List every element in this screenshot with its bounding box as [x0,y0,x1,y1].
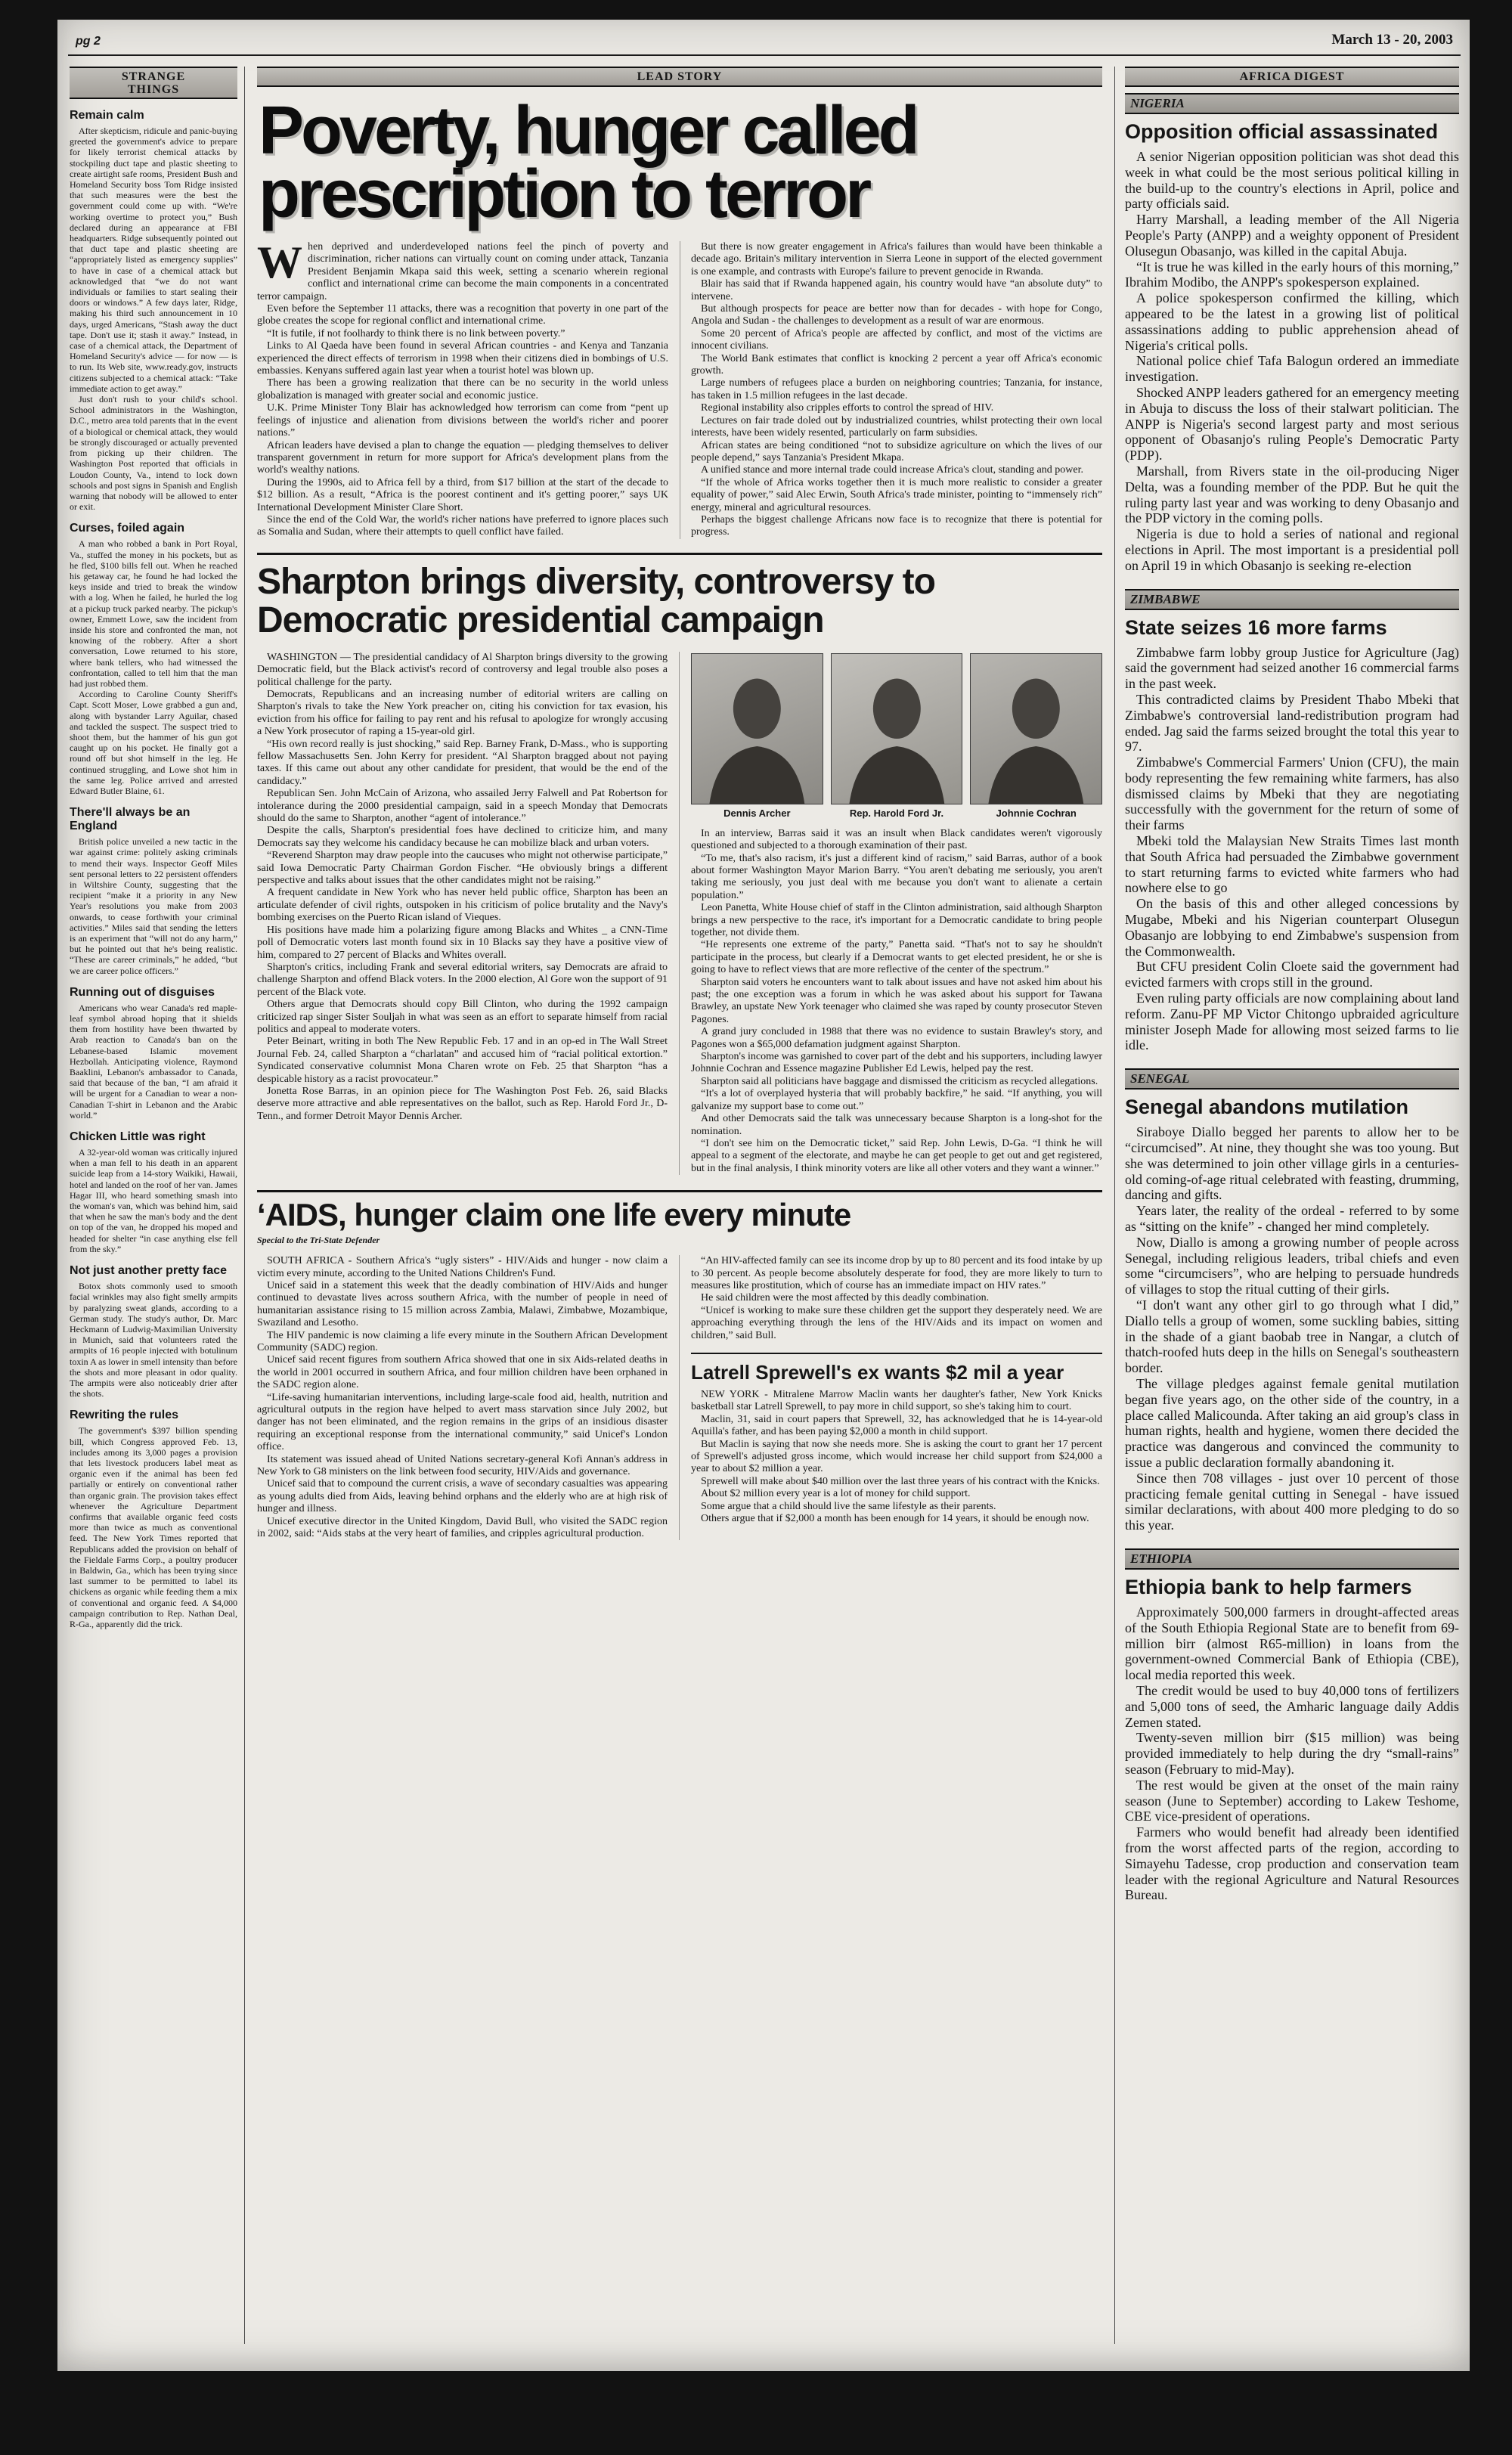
article-title: Not just another pretty face [70,1264,228,1278]
article-paragraph: He said children were the most affected by this deadly combination. [701,1292,990,1304]
strange-things-article [70,986,237,1121]
article-paragraph: Sharpton said all politicians have baggage and dismissed the criticism as recycled allegations. [701,1075,1098,1087]
article-paragraph: Regional instability also cripples efforts to control the spread of HIV. [701,402,994,414]
article-paragraph: A police spokesperson confirmed the killing, which appeared to be the latest in a growing list of political assassinations adding to public apprehension ahead of Nigeria's critical polls. [1125,290,1459,353]
article-paragraph: But CFU president Colin Cloete said the government had evicted farmers with crops still in the ground. [1125,959,1459,990]
article-paragraph: Sharpton's income was garnished to cover part of the debt and his supporters, including lawyer Johnnie Cochran and Essence magazine Publisher Ed Lewis, helped pay the rest. [691,1051,1102,1075]
article-paragraph: African states are being conditioned “not to subsidize agriculture on which the lives of our people depend,” says Tanzania's President Mkapa. [691,439,1102,463]
article-paragraph: The village pledges against female genital mutilation began five years ago, on the other side of the country, in a place called Malicounda. After taking an aid group's class in human rights, health and hygiene, women there decided the practice was dangerous and convinced the community to issue a public declaration formally abandoning it. [1125,1375,1459,1470]
article-paragraph: U.K. Prime Minister Tony Blair has acknowledged how terrorism can come from “pent up feelings of injustice and alienation from divisions between the world's richer and poorer nations.” [257,402,668,439]
article-paragraph: Marshall, from Rivers state in the oil-producing Niger Delta, was a founding member of the PDP. But he quit the ruling party last year and was working to deny Obasanjo and the PDP victory in the coming polls. [1125,463,1459,526]
person-silhouette-icon [692,666,823,804]
sharpton-photos [691,653,1102,826]
article-paragraph: The HIV pandemic is now claiming a life every minute in the Southern African Development Community (SADC) region. [257,1329,668,1353]
article-paragraph: “If the whole of Africa works together then it is much more realistic to consider a greater equality of power,” said Alec Erwin, South Africa's trade minister, pointing to “immensely rich” energy, mineral and agricultural resources. [691,476,1102,513]
article-paragraph: The government's $397 billion spending bill, which Congress approved Feb. 13, includes among its 3,000 pages a provision that lets livestock producers label meat as organic even if the animal has been fed partially or entirely on conventional rather than organic grain. The provision takes effect whenever the Agriculture Department confirms that available organic feed costs more than twice as much as conventional feed. The New York Times reported that Republicans added the provision on behalf of the Fieldale Farms Corp., a poultry producer in Baldwin, Ga., which has been trying since last summer to be permitted to label its chickens as organic while feeding them a mix of conventional and organic feed. A $4,000 campaign contribution to Rep. Nathan Deal, R-Ga., apparently did the trick. [70,1425,237,1629]
article-title: Curses, foiled again [70,522,185,535]
article-paragraph: Jonetta Rose Barras, in an opinion piece for The Washington Post Feb. 26, said Blacks deserve more attractive and able representatives on the ballot, such as Rep. Harold Ford Jr., D-Tenn., and former Detroit Mayor Dennis Archer. [257,1085,668,1122]
article-paragraph: After skepticism, ridicule and panic-buying greeted the government's advice to prepare for likely terrorist chemical attacks by stockpiling duct tape and plastic sheeting to create airtight safe rooms, President Bush and Homeland Security boss Tom Ridge insisted that such measures were the best the government could come up with. “We're working overtime to protect you,” Bush declared during an appearance at FBI headquarters. Ridge subsequently pointed out that duct tape and plastic sheeting are “appropriately listed as emergency supplies” to have in case of a chemical attack but acknowledged that “we do not want individuals or families to start sealing their doors or windows.” A few days later, Ridge, making his third such announcement in 10 days, urged Americans, “Stash away the duct tape. Don't use it; stash it away.” Instead, in case of a chemical attack, the Department of Homeland Security's advice — for now — is to run. Its Web site, www.ready.gov, instructs citizens subjected to a chemical attack: “Take immediate action to get away.” [70,126,237,394]
africa-digest-kicker [1125,67,1459,87]
article-paragraph: A senior Nigerian opposition politician was shot dead this week in what could be the most serious political killing in the build-up to the country's elections in April, police and party officials said. [1125,149,1459,212]
strange-things-article [70,1264,237,1399]
article-paragraph: And other Democrats said the talk was unnecessary because Sharpton is a long-shot for the nomination. [691,1113,1102,1137]
country-label: NIGERIA [1125,93,1459,114]
digest-body [1125,645,1459,1054]
article-paragraph: His positions have made him a polarizing figure among Blacks and Whites _ a CNN-Time poll of Democratic voters last month found six in 10 Blacks say they have a positive view of him, compared to 27 percent of Blacks and Whites overall. [257,924,668,961]
article-paragraph: Democrats, Republicans and an increasing number of editorial writers are calling on Sharpton's rivals to take the New York preacher on, citing his conviction for tax evasion, his eviction from his office for failing to pay rent and his refusal to apologize for wrongly accusing a New York prosecutor of raping a 15-year-old girl. [257,688,668,738]
article-body [70,538,237,796]
article-paragraph: But Maclin is saying that now she needs more. She is asking the court to grant her 17 percent of Sprewell's adjusted gross income, which would increase her child support from $24,000 a year to about $2 million a year. [691,1438,1102,1475]
article-paragraph: Since then 708 villages - just over 10 percent of those practicing female genital cutting in Senegal - have issued similar declarations, with about 400 more pledging to do so this year. [1125,1470,1459,1533]
article-paragraph: Peter Beinart, writing in both The New Republic Feb. 17 and in an op-ed in The Wall Street Journal Feb. 24, called Sharpton a “charlatan” and accused him of “racial political extortion.” Syndicated conservative columnist Mona Charen wrote on Feb. 25 that Sharpton “has a despicable history as a racist provocateur.” [257,1036,668,1085]
article-paragraph: This contradicted claims by President Thabo Mbeki that Zimbabwe's controversial land-redistribution program had ended. Jag said the farms seized brought the total this year to 97. [1125,691,1459,755]
article-title: Running out of disguises [70,985,215,999]
digest-section [1125,1068,1459,1533]
article-paragraph: Sharpton said voters he encounters want to talk about issues and have not asked him about his past; the one exception was a forum in which he was asked about his support for Tawana Brawley, an upstate New York teenager who claimed she was raped by county prosecutor Steven Pagones. [691,976,1102,1025]
article-paragraph: Sprewell will make about $40 million over the last three years of his contract with the Knicks. [701,1475,1100,1487]
strange-things-kicker [70,67,237,99]
aids-article [257,1190,1102,1540]
strange-things-column [68,67,244,2344]
article-paragraph: “It is futile, if not foolhardy to think there is no link between poverty.” [267,327,565,339]
article-paragraph: Unicef said in a statement this week that the deadly combination of HIV/Aids and hunger continued to devastate lives across southern Africa, with the number of people in need of humanitarian assistance rising to 15 million across Zambia, Malawi, Zimbabwe, Mozambique, Swaziland and Lesotho. [257,1279,668,1329]
portrait-photo [831,653,963,826]
portrait-image [970,653,1102,804]
article-paragraph: Large numbers of refugees place a burden on neighboring countries; Tanzania, for instance, has taken in 1.5 million refugees in the last decade. [691,377,1102,401]
aids-columns [257,1255,1102,1540]
article-paragraph: Leon Panetta, White House chief of staff in the Clinton administration, said although Sharpton brings a new perspective to the race, it's important for a Democratic candidate to bring people together, not divide them. [691,902,1102,938]
article-paragraph: During the 1990s, aid to Africa fell by a third, from $17 billion at the start of the decade to $12 billion. As a result, “Africa is the poorest continent and it's getting poorer,” says UK International Development Minister Clare Short. [257,476,668,513]
article-body [70,1147,237,1254]
article-paragraph: Nigeria is due to hold a series of national and regional elections in April. The most important is a presidential poll on April 19 in which Obasanjo is seeking re-election [1125,526,1459,573]
article-paragraph: “It is true he was killed in the early hours of this morning,” Ibrahim Modibo, the ANPP's spokesperson explained. [1125,259,1459,290]
article-paragraph: Unicef executive director in the United Kingdom, David Bull, who visited the SADC region in 2002, said: “Aids stabs at the very heart of families, and cripples agricultural production. [257,1515,668,1540]
digest-body [1125,1124,1459,1533]
article-paragraph: “He represents one extreme of the party,” Panetta said. “That's not to say he shouldn't participate in the process, but clearly if a Democrat wants to get elected president, he or she is going to have to reflect views that are more reflective of the center of the spectrum.” [691,939,1102,976]
portrait-photo [970,653,1102,826]
country-label: SENEGAL [1125,1068,1459,1090]
newspaper-page [57,20,1470,2371]
article-paragraph: WASHINGTON — The presidential candidacy of Al Sharpton brings diversity to the growing Democratic field, but the Black activist's record of controversy and legal trouble also poses a political challenge for the party. [257,651,668,688]
africa-digest-column [1115,67,1461,2344]
article-paragraph: National police chief Tafa Balogun ordered an immediate investigation. [1125,353,1459,385]
digest-section [1125,589,1459,1054]
article-paragraph: Lectures on fair trade doled out by industrialized countries, whilst protecting their own local interests, have been widely resented, particularly on farm subsidies. [691,414,1102,439]
digest-body [1125,1604,1459,1903]
digest-body [1125,149,1459,574]
sharpton-headline: Sharpton brings diversity, controversy to Democratic presidential campaign [257,561,935,640]
article-paragraph: Unicef said that to compound the current crisis, a wave of secondary casualties was appearing as young adults died from Aids, leaving behind orphans and the elderly who are at high risk of hunger and illness. [257,1478,668,1515]
article-paragraph: Even ruling party officials are now complaining about land reform. Zanu-PF MP Victor Chitongo upbraided agriculture minister Joseph Made for allowing most seized farms to lie idle. [1125,990,1459,1053]
article-paragraph: Zimbabwe farm lobby group Justice for Agriculture (Jag) said the government had seized another 16 commercial farms in the past week. [1125,644,1459,692]
article-paragraph: “I don't see him on the Democratic ticket,” said Rep. John Lewis, D-Ga. “I think he will appeal to a segment of the electorate, and maybe he can get people to get out and get registered, but in the final analysis, I think minority voters are like all other voters and they want a winner.” [691,1137,1102,1174]
article-paragraph: Its statement was issued ahead of United Nations secretary-general Kofi Annan's address in New York to G8 ministers on the link between food security, HIV/Aids and governance. [257,1453,668,1478]
article-paragraph: Despite the calls, Sharpton's presidential foes have declined to criticize him, and many Democrats say they welcome his candidacy because he can mobilize black and urban voters. [257,825,668,849]
lead-headline [259,93,1102,232]
article-paragraph: A 32-year-old woman was critically injured when a man fell to his death in an apparent suicide leap from a 14-story Waikiki, Hawaii, hotel and landed on the roof of her van. James Hagar III, who heard something smash into the woman's van, which was behind him, said that when he saw the man's body and the dent on top of the van, he dropped his moped and headed for shelter “in case anything else fell from the sky.” [70,1147,237,1254]
aids-col1 [257,1255,680,1540]
photo-caption: Rep. Harold Ford Jr. [849,807,944,819]
article-paragraph: Some 20 percent of Africa's people are affected by conflict, and most of the victims are innocent civilians. [691,327,1102,352]
portrait-image [831,653,963,804]
article-paragraph: Siraboye Diallo begged her parents to allow her to be “circumcised”. At nine, they thought she was too young. But she was determined to join other village girls in a centuries-old coming-of-age ritual celebrated with feasting, drumming, dancing and gifts. [1125,1124,1459,1203]
article-paragraph: When deprived and underdeveloped nations feel the pinch of poverty and discrimination, richer nations can virtually count on coming under attack, Tanzania President Benjamin Mkapa said this week, setting a scenario wherein regional conflict and international crime can become the main components in a concentrated terror campaign. [257,237,668,302]
digest-headline: Ethiopia bank to help farmers [1125,1575,1412,1598]
article-paragraph: Approximately 500,000 farmers in drought-affected areas of the South Ethiopia Regional State are to benefit from 69-million birr (almost R65-million) in loans from the government-owned Commercial Bank of Ethiopia (CBE), local media reported this week. [1125,1604,1459,1683]
article-paragraph: African leaders have devised a plan to change the equation — pledging themselves to deliver transparent government in return for more support for Africa's development plans from the world's wealthy nations. [257,439,668,476]
article-title: Chicken Little was right [70,1130,206,1144]
aids-col2-text [691,1255,1102,1342]
article-paragraph: British police unveiled a new tactic in the war against crime: politely asking criminals to mend their ways. Inspector Geoff Miles sent personal letters to 22 persistent offenders in Wiltshire County, suggesting that the recipient “make it a priority in any New Year's resolutions you make from 2003 onwards, to cease forthwith your criminal activities.” Miles said that sending the letters is an experiment that “will not do any harm,” but he pointed out that he's being realistic. “These are career criminals,” he added, “but we are career police officers.” [70,836,237,976]
sprewell-article [691,1353,1102,1525]
article-paragraph: A frequent candidate in New York who has never held public office, Sharpton has been an articulate defender of civil rights, outspoken in his criticism of police brutality and the Navy's bombing exercises on the Puerto Rican island of Vieques. [257,887,668,924]
article-paragraph: Since the end of the Cold War, the world's richer nations have preferred to ignore places such as Somalia and Sudan, where their attempts to quell conflict have failed. [257,513,668,538]
article-paragraph: Harry Marshall, a leading member of the All Nigeria People's Party (ANPP) and a weighty opponent of President Olusegun Obasanjo, was killed in the capital Abuja. [1125,212,1459,259]
sharpton-col2 [680,652,1102,1175]
aids-col2 [680,1255,1102,1540]
photo-caption: Dennis Archer [723,807,791,819]
article-paragraph: But there is now greater engagement in Africa's failures than would have been thinkable a decade ago. Britain's military intervention in Sierra Leone in support of the elected government is one example, and contrasts with Europe's failure to prevent genocide in Rwanda. [691,241,1102,277]
lead-headline-line1: Poverty, hunger called [259,93,917,169]
article-paragraph: Others argue that if $2,000 a month has been enough for 14 years, it should be enough now. [701,1513,1089,1525]
strange-things-article [70,522,237,796]
sharpton-article [257,553,1102,1175]
article-paragraph: According to Caroline County Sheriff's Capt. Scott Moser, Lowe grabbed a gun and, along with bystander Larry Aguilar, chased and tackled the suspect. The suspect tried to shoot them, but the hammer of his gun got caught up on his pocket. He finally got a round off but shot himself in the leg. He continued struggling, and Lowe shot him in the same leg. Police arrived and arrested Edward Butler Blaine, 61. [70,689,237,796]
article-paragraph: Republican Sen. John McCain of Arizona, who assailed Jerry Falwell and Pat Robertson for intolerance during the 2000 presidential campaign, said in a speech Monday that Democrats should do the same to Sharpton, another “agent of intolerance.” [257,788,668,825]
article-paragraph: Others argue that Democrats should copy Bill Clinton, who during the 1992 campaign criticized rap singer Sister Souljah in what was seen as an effort to separate himself from racial politics and appeal to moderate voters. [257,999,668,1035]
article-paragraph: The rest would be given at the onset of the main rainy season (June to September) according to Lakew Teshome, CBE vice-president of operations. [1125,1777,1459,1824]
article-paragraph: “To me, that's also racism, it's just a different kind of racism,” said Barras, author of a book about former Washington Mayor Marion Barry. “You aren't debating me seriously, you aren't taking me seriously, you just deal with me because you don't want to alienate a certain population.” [691,852,1102,901]
article-paragraph: Maclin, 31, said in court papers that Sprewell, 32, has acknowledged that he is 14-year-old Aquilla's father, and has been paying $2,000 a month in child support. [691,1413,1102,1438]
article-body [70,1425,237,1629]
article-paragraph: The World Bank estimates that conflict is knocking 2 percent a year off Africa's economic growth. [691,352,1102,377]
article-paragraph: On the basis of this and other alleged concessions by Mugabe, Mbeki and his Nigerian counterpart Olusegun Obasanjo are lobbying to end Zimbabwe's suspension from the Commonwealth. [1125,896,1459,959]
strange-things-articles [70,109,237,1629]
article-paragraph: A man who robbed a bank in Port Royal, Va., stuffed the money in his pockets, but as he fled, $100 bills fell out. When he reached his getaway car, he found he had locked the keys inside and tried to break the window with a log. When he failed, he hurled the log at a pickup truck parked nearby. The pickup's owner, Emmett Lowe, saw the incident from inside his store and confronted the man, not knowing of the robbery. After a short conversation, Lowe returned to his store, where bank tellers, who had witnessed the confrontation, called to tell him that the man had just robbed them. [70,538,237,689]
article-paragraph: Now, Diallo is among a growing number of people across Senegal, including religious leaders, tribal chiefs and even some “circumcisers”, who are helping to persuade hundreds of villages to stop the ritual cutting of their girls. [1125,1234,1459,1297]
sharpton-col1 [257,652,680,1175]
aids-headline: ‘AIDS, hunger claim one life every minute [257,1197,851,1233]
article-paragraph: Just don't rush to your child's school. School administrators in the Washington, D.C., metro area told parents that in the event of a biological or chemical attack, they would be strongly discouraged or actually prevented from picking up their children. The Washington Post reported that officials in Loudon County, Va., intend to lock down schools and post signs in Spanish and English warning that nobody will be allowed to enter or exit. [70,394,237,513]
country-label: ZIMBABWE [1125,589,1459,610]
portrait-image [691,653,823,804]
sharpton-columns [257,652,1102,1175]
sprewell-headline: Latrell Sprewell's ex wants $2 mil a year [691,1360,1064,1384]
digest-headline: State seizes 16 more farms [1125,615,1387,639]
article-title: There'll always be an England [70,806,191,833]
article-title: Remain calm [70,109,144,122]
article-paragraph: Blair has said that if Rwanda happened again, his country would have “an absolute duty” to intervene. [691,278,1102,302]
article-paragraph: Some argue that a child should live the same lifestyle as their parents. [701,1500,996,1512]
africa-digest-sections [1125,93,1459,1903]
article-paragraph: Botox shots commonly used to smooth facial wrinkles may also fight smelly armpits by paralyzing sweat glands, according to a German study. The study's author, Dr. Marc Heckmann of Ludwig-Maximilian University in Munich, said that volunteers rated the armpits of 16 people injected with botulinum toxin A as lower in smell intensity than before the shots and more pleasant in odor quality. The armpits were also noticeably drier after the shots. [70,1281,237,1400]
article-paragraph: “Reverend Sharpton may draw people into the caucuses who might not otherwise participate,” said Iowa Democratic Party Chairman Gordon Fischer. “He obviously brings a different perspective and talks about issues that the other candidates might not be raising.” [257,850,668,887]
strange-things-article [70,806,237,976]
person-silhouette-icon [832,666,962,804]
portrait-photo [691,653,823,826]
strange-things-article [70,109,237,512]
article-paragraph: Unicef said recent figures from southern Africa showed that one in six Aids-related deaths in the world in 2001 occurred in southern Africa, and four million children have been orphaned in the SADC region alone. [257,1354,668,1391]
article-paragraph: The credit would be used to buy 40,000 tons of fertilizers and 5,000 tons of seed, the Amharic language daily Addis Zemen stated. [1125,1682,1459,1730]
article-paragraph: Years later, the reality of the ordeal - referred to by some as “sitting on the knife” - changed her mind completely. [1125,1203,1459,1235]
lead-story-body [257,237,1102,539]
article-paragraph: “Life-saving humanitarian interventions, including large-scale food aid, health, nutrition and agricultural outputs in the region have helped to avert mass starvation since July 2002, but danger has not been eliminated, and the region remains in the grips of an insidious disaster requiring an exceptional response from the international community,” said Unicef's London office. [257,1391,668,1453]
article-paragraph: “His own record really is just shocking,” said Rep. Barney Frank, D-Mass., who is supporting fellow Massachusetts Sen. John Kerry for president. “Al Sharpton bragged about not paying taxes. If this came out about any other candidate for president, that would be the end of the candidacy.” [257,738,668,787]
article-paragraph: In an interview, Barras said it was an insult when Black candidates weren't vigorously questioned and subjected to a thorough examination of their past. [691,827,1102,852]
article-paragraph: “An HIV-affected family can see its income drop by up to 80 percent and its food intake by up to 30 percent. As people become absolutely desperate for food, they are more likely to turn to measures like prostitution, which of course has an immediate impact on HIV rates.” [691,1255,1102,1291]
article-paragraph: SOUTH AFRICA - Southern Africa's “ugly sisters” - HIV/Aids and hunger - now claim a victim every minute, according to the United Nations Children's Fund. [257,1255,668,1279]
country-label: ETHIOPIA [1125,1548,1459,1570]
page-columns [68,67,1461,2344]
strange-things-article [70,1409,237,1629]
digest-section [1125,93,1459,574]
article-paragraph: Farmers who would benefit had already been identified from the worst affected parts of the region, according to Simayehu Tadesse, crop production and conservation team leader with the regional Agriculture and Natural Resources Bureau. [1125,1824,1459,1903]
article-paragraph: Links to Al Qaeda have been found in several African countries - and Kenya and Tanzania experienced the direct effects of terrorism in 1998 when their citizens died in bombings of U.S. embassies. Kenyans suffered again last year when a tourist hotel was blown up. [257,340,668,377]
article-paragraph: Zimbabwe's Commercial Farmers' Union (CFU), the main body representing the few remaining white farmers, has also dismissed claims by Mbeki that they are negotiating successfully with the government for the return of some of their farms [1125,755,1459,833]
article-title: Rewriting the rules [70,1409,179,1422]
article-body [70,126,237,512]
article-body [70,836,237,976]
article-paragraph: Mbeki told the Malaysian New Straits Times last month that South Africa had persuaded the Zimbabwe government to start returning farms to evicted white farmers who had nowhere else to go [1125,833,1459,896]
article-paragraph: But although prospects for peace are better now than for decades - with hope for Congo, Angola and Sudan - the challenges to development as a result of war are enormous. [691,303,1102,327]
article-paragraph: Americans who wear Canada's red maple-leaf symbol abroad hoping that it shields them from hostility have been thwarted by Arab reaction to Canada's ban on the Lebanese-based Islamic movement Hezbollah. Anticipating violence, Raymond Baaklini, Lebanon's ambassador to Canada, said that because of the ban, “I am afraid it will be urgent for a Canadian to wear a non-Canadian T-shirt in Lebanon and the Arabic world.” [70,1002,237,1121]
page-number: pg 2 [76,35,101,48]
lead-story-kicker [257,67,1102,87]
digest-headline: Opposition official assassinated [1125,120,1439,143]
photo-caption: Johnnie Cochran [996,807,1077,819]
article-paragraph: About $2 million every year is a lot of money for child support. [701,1488,971,1500]
article-paragraph: There has been a growing realization that there can be no security in the world unless globalization is managed with greater social and economic justice. [257,377,668,401]
kicker-label: LEAD STORY [637,70,723,83]
kicker-label-line2: THINGS [127,83,180,96]
article-paragraph: A unified stance and more internal trade could increase Africa's clout, standing and power. [701,464,1083,476]
center-column [244,67,1115,2344]
article-paragraph: Sharpton's critics, including Frank and several editorial writers, say Democrats are afraid to challenge Sharpton and offend Black voters. In the 2000 election, Al Gore won the support of 91 percent of the Black vote. [257,961,668,998]
kicker-label: AFRICA DIGEST [1239,70,1345,83]
strange-things-article [70,1130,237,1254]
sharpton-col2-text [691,828,1102,1175]
person-silhouette-icon [971,666,1101,804]
sprewell-body [691,1389,1102,1525]
article-body [70,1281,237,1399]
article-body [70,1003,237,1121]
article-paragraph: NEW YORK - Mitralene Marrow Maclin wants her daughter's father, New York Knicks basketball star Latrell Sprewell, to pay more in child support, so she's taking him to court. [691,1388,1102,1413]
article-paragraph: Shocked ANPP leaders gathered for an emergency meeting in Abuja to discuss the loss of their stalwart politician. The ANPP is Nigeria's second largest party and most serious opponent of Obasanjo's ruling People's Democratic Party (PDP). [1125,384,1459,463]
aids-byline: Special to the Tri-State Defender [257,1235,380,1246]
article-paragraph: A grand jury concluded in 1988 that there was no evidence to sustain Brawley's story, and Pagones won a $65,000 defamation judgment against Sharpton. [691,1026,1102,1050]
article-paragraph: “It's a lot of overplayed hysteria that will probably backfire,” he said. “If anything, you will galvanize my support base to come out.” [691,1088,1102,1112]
article-paragraph: Even before the September 11 attacks, there was a recognition that poverty in one part of the globe creates the scope for regional conflict and international crime. [257,303,668,327]
article-paragraph: Twenty-seven million birr ($15 million) was being provided immediately to help during the dry “small-rains” season (February to mid-May). [1125,1730,1459,1777]
article-paragraph: Perhaps the biggest challenge Africans now face is to recognize that there is potential for progress. [691,513,1102,538]
digest-section [1125,1548,1459,1903]
kicker-label-line1: STRANGE [121,70,186,83]
digest-headline: Senegal abandons mutilation [1125,1096,1409,1119]
article-paragraph: “I don't want any other girl to go through what I did,” Diallo tells a group of women, some suckling babies, sitting in the shade of a giant baobab tree in Nangar, a clutch of thatch-roofed huts deep in the hills on Senegal's southeastern border. [1125,1297,1459,1376]
page-header [68,30,1461,56]
lead-headline-line2: prescription to terror [259,157,869,232]
issue-date: March 13 - 20, 2003 [1331,32,1453,48]
article-paragraph: “Unicef is working to make sure these children get the support they desperately need. We are approaching everything through the lens of the HIV/Aids and its impact on women and children,” said Bull. [691,1304,1102,1341]
